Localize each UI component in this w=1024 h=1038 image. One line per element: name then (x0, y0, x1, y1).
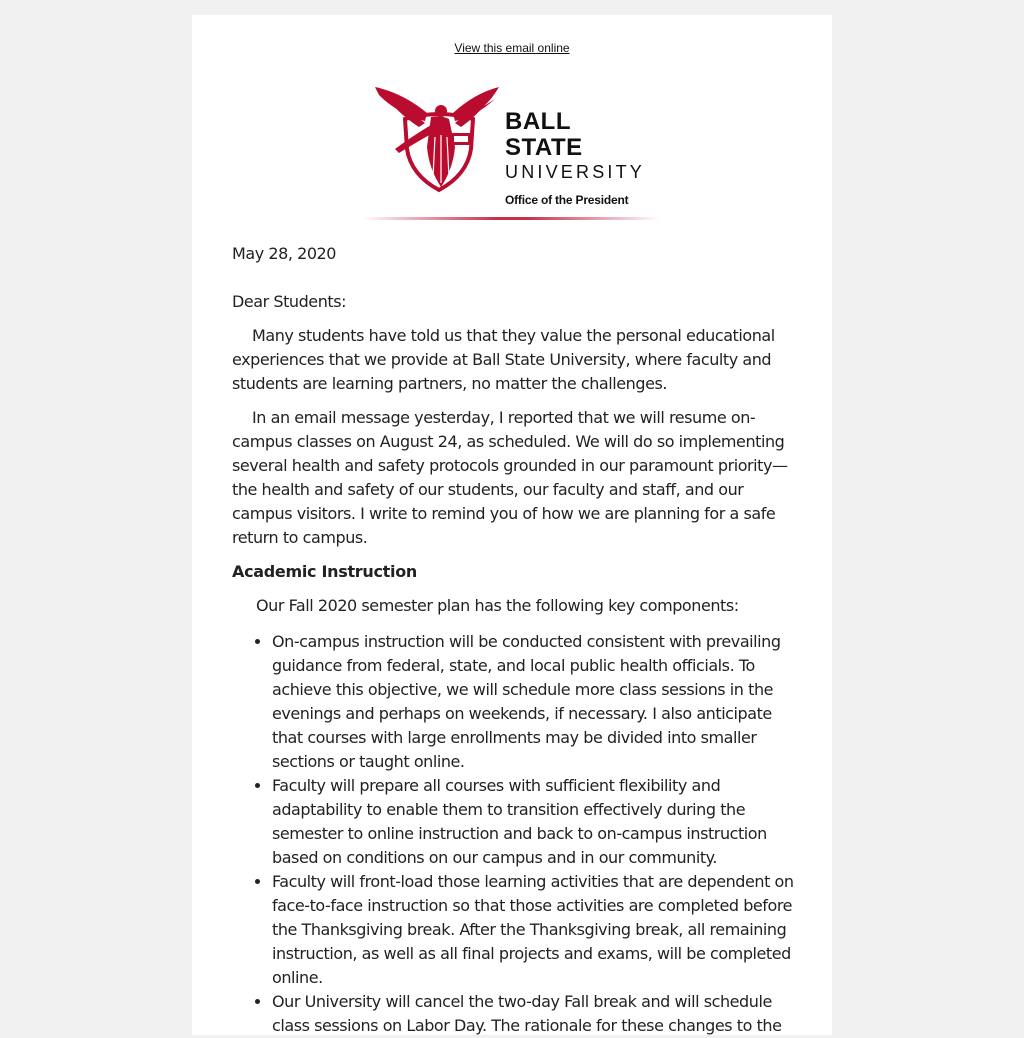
letter-paragraph: Many students have told us that they value the personal educational experiences that we provide at Ball State University, where faculty and students are learning partners, no matter the challenges. (232, 326, 775, 393)
ball-state-logo (375, 87, 655, 207)
view-online-row (192, 37, 832, 56)
letter-paragraph: In an email message yesterday, I reported that we will resume on-campus classes on August 24, as scheduled. We will do so implementing several health and safety protocols grounded in our paramount priority—the health and safety of our students, our faculty and staff, and our campus visitors. I write to remind you of how we are planning for a safe return to campus. (232, 408, 788, 547)
letter-salutation: Dear Students: (232, 292, 347, 311)
list-item: • Faculty will front-load those learning activities that are dependent on face-to-face instruction so that those activities are completed before the Thanksgiving break. After the Thanksgiving break, all remaining instruction, as well as all final projects and exams, will be completed online. (272, 870, 796, 990)
list-item: • Our University will cancel the two-day Fall break and will schedule class sessions on Labor Day. The rationale for these changes to the (272, 990, 796, 1038)
view-email-online-link[interactable]: View this email online (454, 41, 570, 55)
logo-wordmark (505, 109, 655, 209)
logo-line-2: UNIVERSITY (505, 162, 646, 182)
logo-line-3: Office of the President (505, 193, 629, 207)
list-item: • On-campus instruction will be conducted consistent with prevailing guidance from federal, state, and local public health officials. To achieve this objective, we will schedule more class sessions in the evenings and perhaps on weekends, if necessary. I also anticipate that courses with large enrollments may be divided into smaller sections or taught online. (272, 630, 796, 774)
cardinal-shield-icon (375, 87, 505, 197)
letter-date: May 28, 2020 (232, 244, 337, 263)
letter-content (232, 242, 796, 1038)
section-intro: Our Fall 2020 semester plan has the following key components: (256, 596, 739, 615)
list-item: • Faculty will prepare all courses with sufficient flexibility and adaptability to enable them to transition effectively during the semester to online instruction and back to on-campus instruction based on conditions on our campus and in our community. (272, 774, 796, 870)
logo-line-1: BALL STATE (505, 108, 583, 161)
key-components-list (232, 630, 796, 1038)
section-heading: Academic Instruction (232, 562, 417, 581)
email-body (192, 15, 832, 1035)
header-divider (362, 217, 660, 220)
